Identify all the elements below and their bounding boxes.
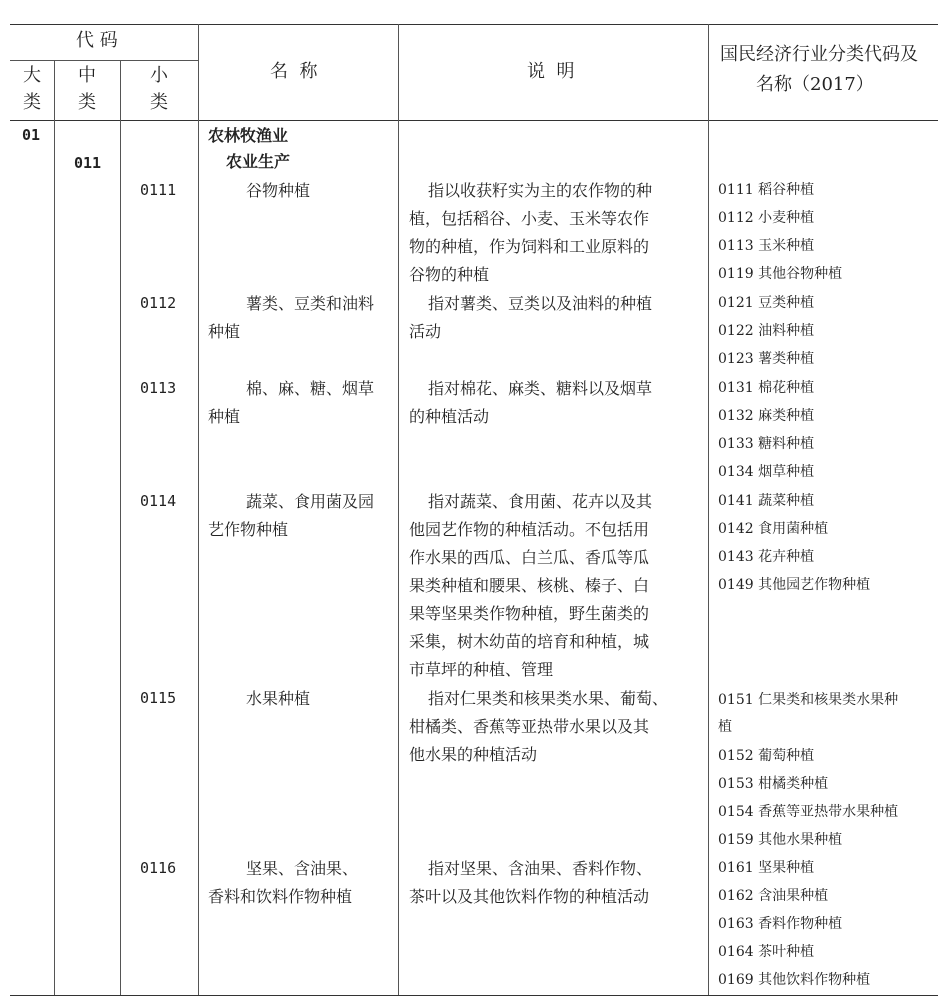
header-bottom-border [10, 120, 938, 121]
col-divider-major [54, 60, 55, 995]
class-code: 0115 [140, 689, 177, 707]
gb-item: 0143 花卉种植 [718, 549, 815, 565]
division-code: 01 [22, 126, 41, 144]
class-description: 茶叶以及其他饮料作物的种植活动 [409, 887, 650, 906]
class-description: 他水果的种植活动 [409, 745, 538, 764]
gb-item: 0153 柑橘类种植 [718, 776, 829, 792]
class-description: 指对坚果、含油果、香料作物、 [428, 859, 653, 878]
class-description: 谷物的种植 [409, 265, 490, 284]
class-code: 0116 [140, 859, 177, 877]
class-name: 种植 [208, 322, 241, 341]
class-name: 种植 [208, 407, 241, 426]
class-description: 市草坪的种植、管理 [409, 660, 554, 679]
class-name: 水果种植 [246, 689, 311, 708]
gb-item: 0152 葡萄种植 [718, 748, 815, 764]
class-code: 0112 [140, 294, 177, 312]
class-code: 0111 [140, 181, 177, 199]
gb-item: 0169 其他饮料作物种植 [718, 972, 871, 988]
class-description: 活动 [409, 322, 442, 341]
gb-item: 0112 小麦种植 [718, 210, 815, 226]
gb-item: 0111 稻谷种植 [718, 182, 815, 198]
gb-item: 0162 含油果种植 [718, 888, 829, 904]
class-name: 薯类、豆类和油料 [246, 294, 375, 313]
class-description: 物的种植，作为饲料和工业原料的 [409, 237, 650, 256]
class-description: 柑橘类、香蕉等亚热带水果以及其 [409, 717, 650, 736]
col-divider-name [398, 24, 399, 995]
class-description: 采集，树木幼苗的培育和种植，城 [409, 632, 650, 651]
class-name: 谷物种植 [246, 181, 311, 200]
class-name: 香料和饮料作物种植 [208, 887, 353, 906]
header-name: 名 称 [270, 61, 318, 82]
gb-item: 0161 坚果种植 [718, 860, 815, 876]
gb-item: 0121 豆类种植 [718, 295, 815, 311]
group-code: 011 [74, 154, 102, 172]
class-description: 植，包括稻谷、小麦、玉米等农作 [409, 209, 650, 228]
class-name: 蔬菜、食用菌及园 [246, 492, 375, 511]
division-name: 农林牧渔业 [208, 126, 289, 145]
header-description: 说 明 [527, 61, 575, 82]
gb-item: 0151 仁果类和核果类水果种 [718, 692, 899, 708]
gb-item: 0119 其他谷物种植 [718, 266, 843, 282]
col-divider-middle [120, 60, 121, 995]
class-description: 指以收获籽实为主的农作物的种 [428, 181, 653, 200]
class-description: 果类种植和腰果、核桃、榛子、白 [409, 576, 650, 595]
class-name: 艺作物种植 [208, 520, 289, 539]
gb-item: 0113 玉米种植 [718, 238, 815, 254]
gb-item: 0122 油料种植 [718, 323, 815, 339]
gb-item: 植 [718, 719, 732, 735]
gb-item: 0142 食用菌种植 [718, 521, 829, 537]
class-description: 果等坚果类作物种植，野生菌类的 [409, 604, 650, 623]
gb-item: 0133 糖料种植 [718, 436, 815, 452]
header-major-2: 类 [23, 92, 41, 113]
col-divider-code [198, 24, 199, 995]
gb-item: 0154 香蕉等亚热带水果种植 [718, 804, 899, 820]
class-code: 0114 [140, 492, 177, 510]
class-description: 的种植活动 [409, 407, 490, 426]
class-name: 棉、麻、糖、烟草 [246, 379, 375, 398]
class-code: 0113 [140, 379, 177, 397]
gb-item: 0134 烟草种植 [718, 464, 815, 480]
header-gb-line2: 名称（2017） [756, 74, 874, 95]
gb-item: 0163 香料作物种植 [718, 916, 843, 932]
table-bottom-border [10, 995, 938, 996]
class-name: 坚果、含油果、 [246, 859, 359, 878]
table-top-border [10, 24, 938, 25]
gb-item: 0132 麻类种植 [718, 408, 815, 424]
class-description: 指对蔬菜、食用菌、花卉以及其 [428, 492, 653, 511]
gb-item: 0141 蔬菜种植 [718, 493, 815, 509]
class-description: 指对棉花、麻类、糖料以及烟草 [428, 379, 653, 398]
gb-item: 0159 其他水果种植 [718, 832, 843, 848]
gb-item: 0149 其他园艺作物种植 [718, 577, 871, 593]
gb-item: 0164 茶叶种植 [718, 944, 815, 960]
gb-item: 0131 棉花种植 [718, 380, 815, 396]
gb-item: 0123 薯类种植 [718, 351, 815, 367]
code-header-divider [10, 60, 198, 61]
class-description: 他园艺作物的种植活动。不包括用 [409, 520, 650, 539]
class-description: 指对薯类、豆类以及油料的种植 [428, 294, 653, 313]
header-minor-2: 类 [150, 92, 168, 113]
class-description: 作水果的西瓜、白兰瓜、香瓜等瓜 [409, 548, 650, 567]
class-description: 指对仁果类和核果类水果、葡萄、 [428, 689, 669, 708]
header-major-1: 大 [23, 65, 41, 86]
header-middle-2: 类 [78, 92, 96, 113]
header-middle-1: 中 [78, 65, 96, 86]
header-code: 代 码 [76, 30, 118, 51]
header-gb-line1: 国民经济行业分类代码及 [720, 44, 918, 65]
header-minor-1: 小 [150, 65, 168, 86]
group-name: 农业生产 [226, 152, 291, 171]
col-divider-desc [708, 24, 709, 995]
